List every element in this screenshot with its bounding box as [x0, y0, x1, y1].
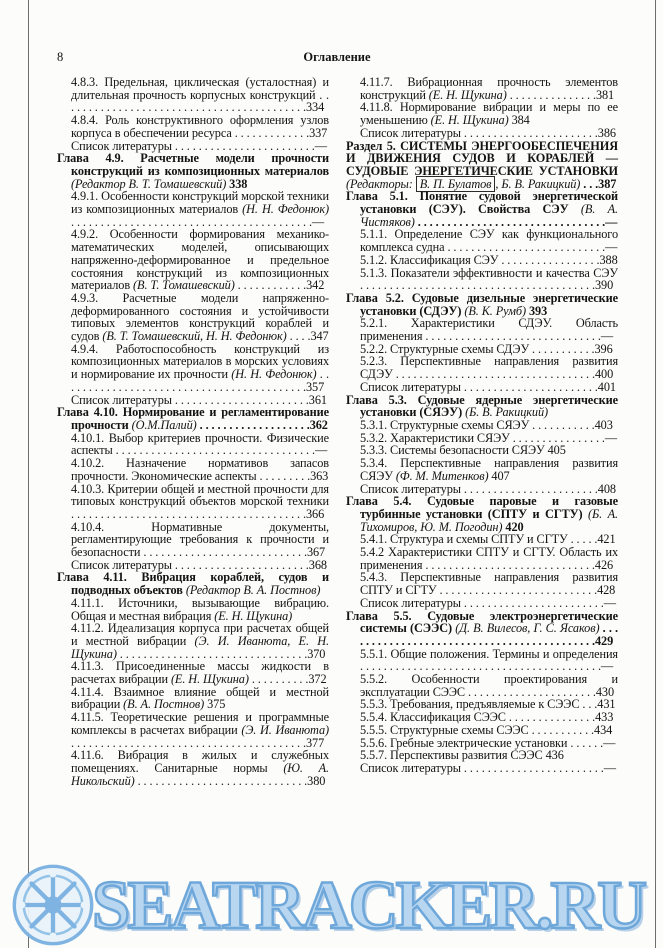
entry-page-ref: 372: [308, 672, 327, 687]
entry-text: 5.3.3. Системы безопасности СЯЭУ: [360, 443, 545, 458]
dot-leader: . . . . . . . . . . . . . . . . . . . . . . .: [460, 125, 598, 140]
entry-text: (Д. В. Вилесов, Г. С. Ясаков): [455, 621, 600, 636]
entry-page-ref: —: [600, 659, 614, 674]
dot-leader: . . . . . . . . . . . . . . . . . . . . . . . .: [171, 138, 315, 153]
entry-text: 5.5.7. Перспективы развития СЭЭС: [360, 748, 543, 763]
dot-leader: . . . . . .: [567, 735, 604, 750]
entry-text: 5.3.1. Структурные схемы СЯЭУ: [360, 417, 530, 432]
entry-text: Список литературы: [71, 557, 172, 572]
dot-leader: . . . . . . . . . . . .: [234, 278, 307, 293]
toc-entry: [346, 317, 618, 342]
dot-leader: . . .: [579, 697, 598, 712]
entry-text: 4.8.3. Предельная, циклическая (усталостная) и длительная прочность корпусных конструкций: [71, 75, 329, 102]
entry-page-ref: 393: [529, 303, 548, 318]
toc-entry: [346, 190, 618, 228]
dot-leader: . . . . . . . . . . . . .: [231, 125, 310, 140]
entry-text: (Э. И. Иванюта, Е. Н. Щукина): [71, 633, 329, 661]
entry-text: Список литературы: [360, 125, 461, 140]
toc-entry: [57, 597, 329, 622]
entry-page-ref: —: [314, 138, 327, 153]
entry-text: 5.5.3. Требования, предъявляемые к СЭЭС: [360, 697, 580, 712]
entry-text: 4.10.4. Нормативные документы, регламентирующие требования к прочности и безопасности: [71, 519, 329, 560]
dot-leader: . . . . . . . . . . . . . . . . . . . . . . . . . . . . . . . . . . . . . . . . . . .: [360, 621, 618, 648]
dot-leader: . . . . . . . . . . . . . . .: [505, 710, 596, 725]
toc-entry: [57, 457, 329, 482]
entry-page-ref: 434: [594, 722, 613, 737]
toc-entry: [57, 343, 329, 394]
entry-text: 4.11.8. Нормирование вибрации и меры по ее уменьшению: [360, 100, 618, 128]
entry-text: 4.9.1. Особенности конструкций морской техники из композиционных материалов: [71, 189, 329, 217]
entry-text: (В. А. Чистяков): [360, 202, 618, 229]
entry-text: Глава 5.1. Понятие судовой энергетической установки (СЭУ). Свойства СЭУ: [346, 189, 618, 217]
entry-text: (В. К. Румб): [464, 303, 527, 318]
entry-page-ref: 380: [307, 773, 326, 788]
dot-leader: . . . . . . . . . . . . . . . . . . . . . . . . . . . . . . . . . . . . . . . .: [71, 506, 306, 521]
entry-text: (Н. Н. Федонюк): [231, 367, 317, 382]
entry-text: (В. Т. Томашевский): [133, 278, 235, 293]
entry-page-ref: 426: [594, 557, 614, 572]
snowflake-logo-icon: [10, 862, 96, 948]
entry-text: Список литературы: [71, 138, 172, 153]
entry-page-ref: 403: [594, 417, 613, 432]
dot-leader: . . . . . . . . . . . . . . . . . . . . . . . . . . . . .: [134, 773, 308, 788]
dot-leader: . . . . . . . . . . . . . . . . . . . . . . . . . . . . .: [422, 557, 595, 572]
entry-page-ref: 430: [595, 684, 615, 699]
toc-entry: [57, 686, 329, 711]
entry-text: (Е. Н. Щукина): [170, 672, 249, 687]
dot-leader: . . . . . . . . . . . . . . . . . . . . . . . . . . . . . . . . . . . . . . . . . .: [71, 367, 329, 394]
entry-text: Список литературы: [360, 595, 461, 610]
dot-leader: . . . . . . . . . . . . . . . . . . .: [196, 417, 310, 432]
dot-leader: . . . . . . . . . . . . . . . . . . . . . . . . . . . . . . . . . .: [112, 443, 315, 458]
dot-leader: . . . . . . . . . . . . . . . . . . . . . . . . . . . . . . . . . . . . . . . . .: [71, 214, 312, 229]
entry-page-ref: 375: [207, 697, 226, 712]
entry-text: (Редактор В. А. Постнов): [185, 583, 321, 598]
entry-text: 4.11.1. Источники, вызывающие вибрацию. Общая и местная вибрация: [71, 595, 329, 623]
toc-entry: [346, 267, 618, 292]
dot-leader: . . . . . . . . . . .: [528, 722, 595, 737]
entry-text: (Ф. М. Митенков): [395, 468, 489, 483]
toc-entry: [346, 140, 618, 191]
entry-text: Глава 5.5. Судовые электроэнергетические системы (СЭЭС): [346, 608, 618, 636]
toc-entry: [57, 521, 329, 559]
entry-page-ref: 361: [308, 392, 327, 407]
entry-page-ref: 396: [594, 341, 613, 356]
entry-text: 4.9.3. Расчетные модели напряженно-деформированного состояния и устойчивости типовых элементов конструкций кораблей и судов: [71, 290, 329, 344]
entry-text: 4.8.4. Роль конструктивного оформления узлов корпуса в обеспечении ресурса: [71, 113, 329, 140]
toc-entry: [57, 749, 329, 787]
dot-leader: . . . . . . . . . . .: [529, 417, 595, 432]
toc-entry: [57, 114, 329, 139]
dot-leader: . . . . . . . . .: [256, 468, 311, 483]
entry-text: 5.4.2 Характеристики СПТУ и СГТУ. Область их применения: [360, 545, 618, 572]
entry-text: (Е. Н. Щукина): [214, 608, 293, 623]
entry-text: 5.4.1. Структура и схемы СПТУ и СГТУ: [360, 532, 568, 547]
toc-entry: [346, 228, 618, 253]
toc-entry: [57, 406, 329, 431]
toc-entry: [57, 76, 329, 114]
entry-text: 4.9.2. Особенности формирования механико-математических моделей, описывающих напряженно-деформированное и предельное состояния конструкций из композиционных материалов: [71, 227, 329, 293]
entry-text: (Е. Н. Щукина): [430, 113, 509, 128]
entry-page-ref: 429: [594, 633, 614, 648]
watermark-text: SEATRACKER.RU: [92, 866, 645, 943]
dot-leader: . . . . . . . . . .: [248, 672, 309, 687]
entry-text: 4.11.6. Вибрация в жилых и служебных помещениях. Санитарные нормы: [71, 748, 329, 775]
entry-page-ref: 362: [309, 417, 328, 432]
entry-text: Список литературы: [360, 481, 461, 496]
toc-entry: [57, 292, 329, 343]
dot-leader: . . . . . . . . . . . . . . . . . . . . . . . . . . . .: [140, 545, 307, 560]
entry-page-ref: 400: [594, 367, 614, 382]
toc-entry: [346, 648, 618, 673]
page-header: [57, 50, 617, 66]
entry-text: 5.2.1. Характеристики СДЭУ. Область применения: [360, 316, 618, 344]
entry-page-ref: 431: [597, 697, 616, 712]
dot-leader: . . . . . . . . . . . . . . . . . . . . . . . .: [460, 760, 604, 775]
toc-entry: [57, 483, 329, 521]
dot-leader: . . . . . . . . . . . . . . . . . . . . . . . . . . . . . . . .: [414, 214, 606, 229]
entry-page-ref: 381: [595, 87, 615, 102]
entry-text: (Е. Н. Щукина): [428, 87, 507, 102]
entry-page-ref: —: [603, 735, 616, 750]
toc-entry: [346, 457, 618, 482]
entry-text: 5.3.2. Характеристики СЯЭУ: [360, 430, 510, 445]
entry-page-ref: 436: [545, 748, 564, 763]
entry-text: Список литературы: [360, 760, 461, 775]
entry-text: (В. Т. Томашевский, Н. Н. Федонюк): [102, 329, 287, 344]
dot-leader: . . . . . . . . . . . . . . . . . . . . . . . . . . . . . . . .: [116, 646, 308, 661]
entry-text: 5.1.1. Определение СЭУ как функционального комплекса судна: [360, 227, 618, 255]
entry-text: Список литературы: [71, 392, 172, 407]
scan-border-left: [28, 0, 29, 948]
toc-entry: [57, 190, 329, 228]
entry-text: (Редакторы:: [346, 176, 416, 191]
entry-text: 5.5.1. Общие положения. Термины и определения: [360, 646, 618, 661]
dot-leader: . . . . . . . . . . . . . . . . . . . . . . . . . . . . . .: [422, 329, 601, 344]
toc-entry: [57, 571, 329, 596]
entry-text: 5.5.4. Классификация СЭЭС: [360, 710, 506, 725]
toc-entry: [57, 152, 329, 190]
dot-leader: . . . . . . . . . . . . . . . . . . . . . . .: [460, 379, 598, 394]
entry-page-ref: 401: [597, 379, 616, 394]
entry-page-ref: 405: [547, 443, 566, 458]
toc-entry: [346, 762, 618, 775]
entry-page-ref: —: [603, 595, 616, 610]
entry-text: 5.1.2. Классификация СЭУ: [360, 252, 499, 267]
dot-leader: . . . . . . . . . . . . . . . . . . . . . . . . . . .: [436, 583, 598, 598]
entry-text: 4.11.5. Теоретические решения и программные комплексы в расчетах вибрации: [71, 710, 329, 737]
dot-leader: . . . .: [286, 329, 311, 344]
entry-text: Глава 5.2. Судовые дизельные энергетические установки (СДЭУ): [346, 290, 618, 318]
watermark: [10, 862, 663, 948]
entry-page-ref: 387: [598, 176, 617, 191]
toc-entry: [57, 228, 329, 292]
entry-text: 5.2.2. Структурные схемы СДЭУ: [360, 341, 530, 356]
entry-text: , Б. В. Ракицкий): [495, 176, 581, 191]
dot-leader: . . . . . . . . . . . . . . . .: [509, 430, 605, 445]
entry-page-ref: 357: [305, 379, 325, 394]
dot-leader: . . . . . . . . . . . . . . . . . . . . . . . . . . . . . . . . . . . . . . . . . .: [71, 87, 329, 115]
toc-entry: [346, 292, 618, 317]
entry-text: (Н. Н. Федонюк): [242, 202, 329, 217]
entry-page-ref: 342: [306, 278, 325, 293]
dot-leader: . . . . . . . . . . . . . . . . . . . . . . . . . . . . . . . . . . . . . . . .: [71, 735, 306, 750]
entry-page-ref: 420: [505, 519, 524, 534]
entry-page-ref: 428: [597, 583, 616, 598]
entry-text: 4.10.1. Выбор критериев прочности. Физические аспекты: [71, 430, 329, 458]
entry-page-ref: 433: [595, 710, 614, 725]
dot-leader: . . . . . . . . . . . . . . . . . . . . . . . . . . .: [444, 240, 606, 255]
toc-entry: [346, 355, 618, 380]
entry-page-ref: 368: [308, 557, 327, 572]
entry-text: Глава 5.4. Судовые паровые и газовые турбинные установки (СПТУ и СГТУ): [346, 494, 618, 521]
dot-leader: . . . . . . . . . . . . . . . . . . . . . . . . . . . . . . . . . .: [392, 367, 595, 382]
page-number: 8: [57, 50, 64, 64]
entry-text: 5.4.3. Перспективные направления развития СПТУ и СГТУ: [360, 570, 618, 598]
toc-entry: [57, 711, 329, 749]
entry-page-ref: —: [605, 240, 618, 255]
dot-leader: . . . . .: [567, 532, 598, 547]
entry-page-ref: —: [311, 214, 325, 229]
entry-text: 4.11.2. Идеализация корпуса при расчетах общей и местной вибрации: [71, 621, 329, 648]
entry-page-ref: 407: [491, 468, 510, 483]
entry-text: 4.11.4. Взаимное влияние общей и местной вибрации: [71, 684, 329, 712]
entry-text: (Ю. А. Никольский): [71, 760, 329, 788]
entry-page-ref: 390: [594, 278, 614, 293]
entry-page-ref: 337: [309, 125, 328, 140]
toc-entry: [346, 101, 618, 126]
entry-text: (Редактор В. Т. Томашевский): [71, 176, 227, 191]
entry-page-ref: 384: [511, 113, 530, 128]
entry-text: (Э. И. Иванюта): [241, 722, 329, 737]
dot-leader: . . . . . . . . . . . . . . . . . . . . . . .: [171, 557, 309, 572]
boxed-editor-name: В. П. Булатов: [416, 176, 496, 192]
toc-entry: [346, 76, 618, 101]
entry-page-ref: —: [314, 443, 328, 458]
entry-page-ref: 347: [310, 329, 329, 344]
entry-page-ref: 421: [597, 532, 616, 547]
dot-leader: . . . . . . . . . . . . . . . . . . . . . . .: [171, 392, 309, 407]
dot-leader: . . . . . . . . . . . . . . . . . . . . . . . .: [460, 595, 604, 610]
entry-text: 4.10.2. Назначение нормативов запасов прочности. Экономические аспекты: [71, 456, 329, 483]
entry-page-ref: —: [603, 760, 616, 775]
toc-entry: [346, 673, 618, 698]
dot-leader: . . . . . . . . . . .: [529, 341, 595, 356]
toc-entry: [346, 495, 618, 533]
table-of-contents: [57, 76, 618, 787]
entry-page-ref: 334: [305, 100, 325, 115]
dot-leader: . . . . . . . . . . . . . . . . . . . . . . . . . . . . . . . . . . . . . . . .: [360, 278, 595, 293]
entry-text: Глава 4.9. Расчетные модели прочности конструкций из композиционных материалов: [57, 151, 329, 178]
toc-entry: [346, 546, 618, 571]
toc-entry: [57, 432, 329, 457]
entry-text: 5.5.2. Особенности проектирования и эксплуатации СЭЭС: [360, 672, 618, 699]
entry-page-ref: 408: [597, 481, 616, 496]
entry-text: 5.3.4. Перспективные направления развития СЯЭУ: [360, 456, 618, 483]
entry-page-ref: 388: [599, 252, 618, 267]
dot-leader: . . . . . . . . . . . . . . .: [506, 87, 596, 102]
entry-text: 4.10.3. Критерии общей и местной прочности для типовых конструкций объектов морской техники: [71, 481, 329, 509]
entry-page-ref: 370: [307, 646, 326, 661]
scan-border-right: [655, 0, 656, 948]
entry-text: Глава 4.11. Вибрация кораблей, судов и подводных объектов: [57, 570, 329, 598]
entry-text: 4.9.4. Работоспособность конструкций из композиционных материалов в морских условиях и нормирование их прочности: [71, 341, 329, 382]
entry-text: (Б. В. Ракицкий): [465, 405, 549, 420]
toc-entry: [346, 610, 618, 648]
entry-text: 5.5.6. Гребные электрические установки: [360, 735, 568, 750]
entry-text: Список литературы: [360, 379, 461, 394]
dot-leader: . . . . . . . . . . . . . . . . . . . . . .: [465, 684, 596, 699]
entry-page-ref: —: [605, 214, 618, 229]
toc-entry: [57, 660, 329, 685]
entry-text: 4.11.7. Вибрационная прочность элементов конструкций: [360, 75, 618, 102]
entry-page-ref: —: [600, 329, 614, 344]
entry-page-ref: 338: [229, 176, 248, 191]
entry-text: (Б. А. Тихомиров, Ю. М. Погодин): [360, 506, 619, 534]
entry-text: Глава 5.3. Судовые ядерные энергетические установки (СЯЭУ): [346, 392, 618, 420]
toc-column-right: [346, 76, 618, 787]
entry-text: 5.2.3. Перспективные направления развития СДЭУ: [360, 354, 618, 382]
dot-leader: . . .: [580, 176, 599, 191]
toc-entry: [57, 622, 329, 660]
toc-entry: [346, 571, 618, 596]
entry-text: (О.М.Палий): [131, 417, 197, 432]
entry-text: Раздел 5. СИСТЕМЫ ЭНЕРГООБЕСПЕЧЕНИЯ И ДВИЖЕНИЯ СУДОВ И КОРАБЛЕЙ — СУДОВЫЕ ЭНЕРГЕТИЧЕСКИЕ УСТАНОВКИ: [346, 138, 618, 178]
entry-text: (В. А. Постнов): [123, 697, 205, 712]
entry-page-ref: 367: [306, 545, 326, 560]
entry-page-ref: 366: [305, 506, 325, 521]
entry-text: Глава 4.10. Нормирование и регламентирование прочности: [57, 405, 329, 432]
dot-leader: . . . . . . . . . . . . . . . . . . . . . . . . . . . . . . . . . . . . . . . . .: [360, 659, 601, 674]
entry-page-ref: 363: [310, 468, 329, 483]
entry-text: 5.5.5. Структурные схемы СЭЭС: [360, 722, 529, 737]
toc-entry: [346, 394, 618, 419]
dot-leader: . . . . . . . . . . . . . . . . .: [498, 252, 600, 267]
dot-leader: . . . . . . . . . . . . . . . . . . . . . . .: [460, 481, 598, 496]
entry-page-ref: 377: [305, 735, 325, 750]
entry-page-ref: —: [604, 430, 618, 445]
running-title: Оглавление: [303, 50, 371, 64]
entry-text: 5.1.3. Показатели эффективности и качества СЭУ: [360, 265, 618, 280]
toc-column-left: [57, 76, 329, 787]
entry-page-ref: 386: [597, 125, 616, 140]
entry-text: 4.11.3. Присоединенные массы жидкости в расчетах вибрации: [71, 659, 329, 687]
